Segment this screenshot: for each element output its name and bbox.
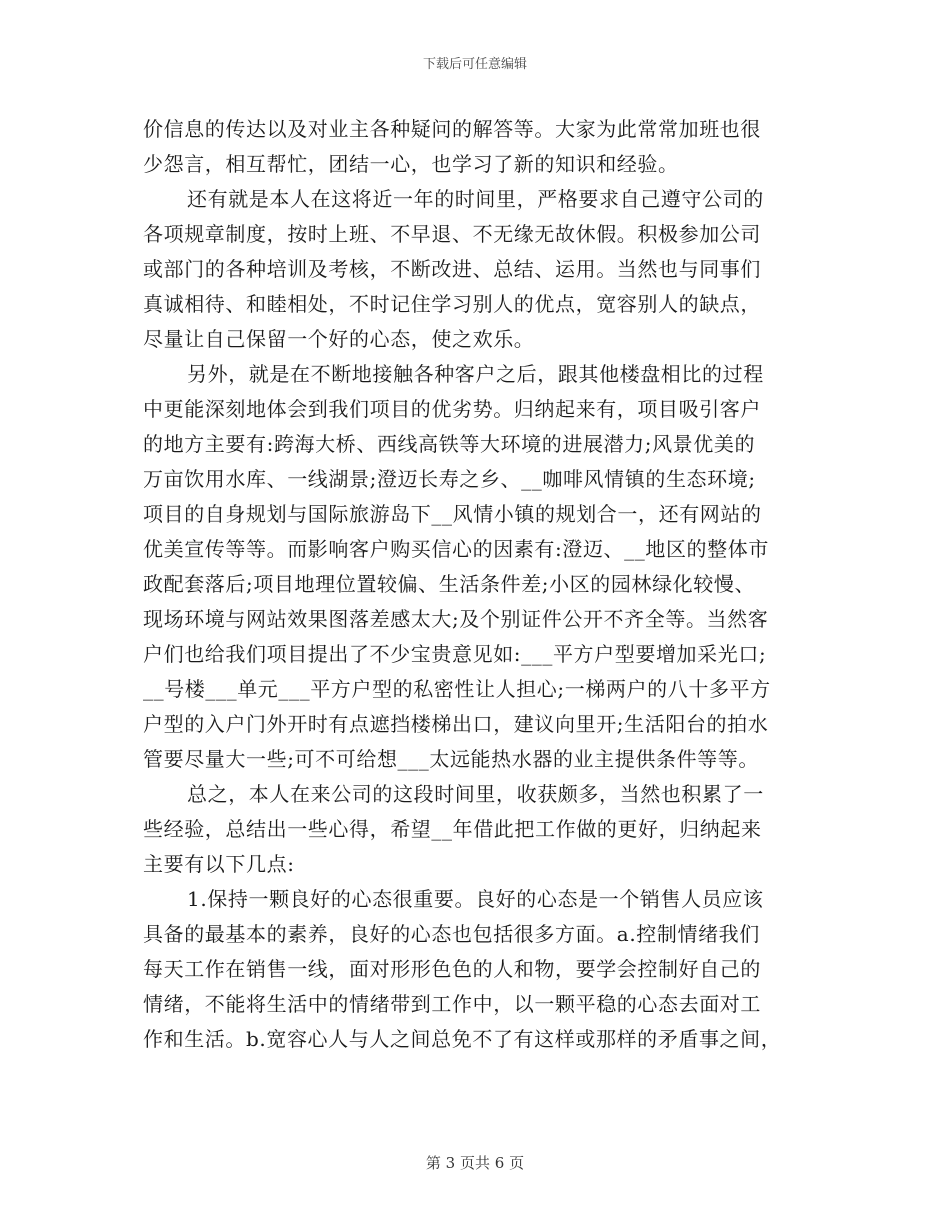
text-line: 优美宣传等等。而影响客户购买信心的因素有:澄迈、__地区的整体市 <box>143 537 769 561</box>
text-line: 政配套落后;项目地理位置较偏、生活条件差;小区的园林绿化较慢、 <box>143 572 756 596</box>
text-line: 具备的最基本的素养，良好的心态也包括很多方面。a.控制情绪我们 <box>143 922 760 946</box>
paragraph <box>143 182 809 357</box>
text-line: 户型的入户门外开时有点遮挡楼梯出口，建议向里开;生活阳台的拍水 <box>143 712 769 736</box>
text-line: 或部门的各种培训及考核，不断改进、总结、运用。当然也与同事们 <box>143 257 761 281</box>
text-line: 另外，就是在不断地接触各种客户之后，跟其他楼盘相比的过程 <box>187 362 764 386</box>
text-line: 尽量让自己保留一个好的心态，使之欢乐。 <box>143 327 535 351</box>
text-line: 现场环境与网站效果图落差感太大;及个别证件公开不齐全等。当然客 <box>143 607 769 631</box>
text-line: 情绪，不能将生活中的情绪带到工作中，以一颗平稳的心态去面对工 <box>143 992 761 1016</box>
document-body <box>143 112 809 1057</box>
text-line: 1.保持一颗良好的心态很重要。良好的心态是一个销售人员应该 <box>187 887 764 911</box>
text-line: 作和生活。b.宽容心人与人之间总免不了有这样或那样的矛盾事之间， <box>143 1027 782 1051</box>
text-line: 的地方主要有:跨海大桥、西线高铁等大环境的进展潜力;风景优美的 <box>143 432 756 456</box>
text-line: 项目的自身规划与国际旅游岛下__风情小镇的规划合一，还有网站的 <box>143 502 762 526</box>
text-line: 万亩饮用水库、一线湖景;澄迈长寿之乡、__咖啡风情镇的生态环境; <box>143 467 756 491</box>
text-line: 总之，本人在来公司的这段时间里，收获颇多，当然也积累了一 <box>187 782 764 806</box>
text-line: 少怨言，相互帮忙，团结一心，也学习了新的知识和经验。 <box>143 152 679 176</box>
paragraph <box>143 777 809 882</box>
paragraph <box>143 882 809 1057</box>
text-line: __号楼___单元___平方户型的私密性让人担心;一梯两户的八十多平方 <box>143 677 771 701</box>
paragraph <box>143 112 809 182</box>
text-line: 真诚相待、和睦相处，不时记住学习别人的优点，宽容别人的缺点， <box>143 292 761 316</box>
text-line: 主要有以下几点: <box>143 852 295 876</box>
page-header: 下载后可任意编辑 <box>422 57 527 72</box>
page-footer: 第 3 页共 6 页 <box>425 1154 525 1172</box>
text-line: 户们也给我们项目提出了不少宝贵意见如:___平方户型要增加采光口; <box>143 642 767 666</box>
text-line: 价信息的传达以及对业主各种疑问的解答等。大家为此常常加班也很 <box>143 117 761 141</box>
text-line: 还有就是本人在这将近一年的时间里，严格要求自己遵守公司的 <box>187 187 764 211</box>
text-line: 各项规章制度，按时上班、不早退、不无缘无故休假。积极参加公司 <box>143 222 761 246</box>
paragraph <box>143 357 809 777</box>
text-line: 些经验，总结出一些心得，希望__年借此把工作做的更好，归纳起来 <box>143 817 762 841</box>
text-line: 管要尽量大一些;可不可给想___太远能热水器的业主提供条件等等。 <box>143 747 759 771</box>
text-line: 中更能深刻地体会到我们项目的优劣势。归纳起来有，项目吸引客户 <box>143 397 761 421</box>
text-line: 每天工作在销售一线，面对形形色色的人和物，要学会控制好自己的 <box>143 957 761 981</box>
